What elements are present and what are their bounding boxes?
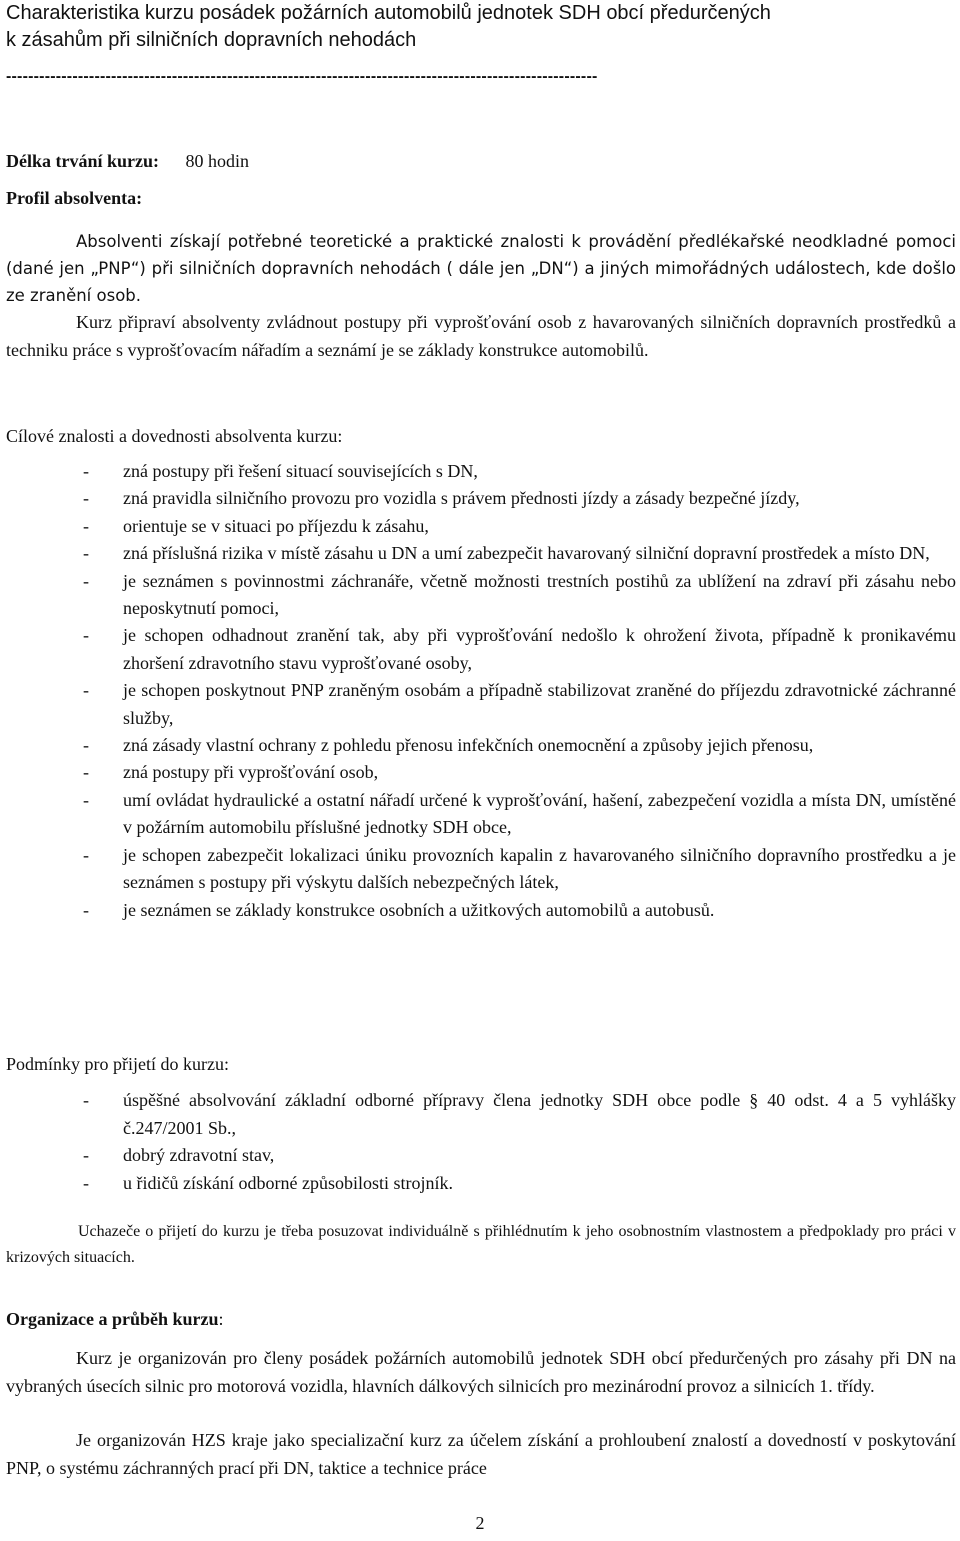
organization-paragraph-2: Je organizován HZS kraje jako specializační kurz za účelem získání a prohloubení znalostí a dovedností v poskytování PNP, o systému záchranných prací při DN, taktice a technice práce xyxy=(6,1430,956,1478)
duration-label: Délka trvání kurzu: xyxy=(6,151,159,171)
title-line-1: Charakteristika kurzu posádek požárních automobilů jednotek SDH obcí předurčených xyxy=(6,2,771,24)
list-item: - je seznámen s povinnostmi záchranáře, včetně možnosti trestních postihů za ublížení na zdraví při zásahu nebo neposkytnutí pomoci, xyxy=(83,570,956,619)
list-item: - orientuje se v situaci po příjezdu k zásahu, xyxy=(83,515,429,536)
profile-label: Profil absolventa: xyxy=(6,188,143,208)
goals-list xyxy=(6,458,956,924)
list-item: - zná příslušná rizika v místě zásahu u DN a umí zabezpečit havarovaný silniční dopravní prostředek a místo DN, xyxy=(83,543,930,564)
admission-list xyxy=(6,1087,956,1197)
duration-value: 80 hodin xyxy=(185,151,250,171)
list-item: - zná pravidla silničního provozu pro vozidla s právem přednosti jízdy a zásady bezpečné jízdy, xyxy=(83,488,800,509)
list-item: - zná zásady vlastní ochrany z pohledu přenosu infekčních onemocnění a způsoby jejich přenosu, xyxy=(83,735,814,756)
list-item: - je schopen odhadnout zranění tak, aby při vyprošťování nedošlo k ohrožení života, případně k pronikavému zhoršení zdravotního stavu vyprošťované osoby, xyxy=(83,625,956,673)
title-line-2: k zásahům při silničních dopravních nehodách xyxy=(6,29,417,51)
list-item: - dobrý zdravotní stav, xyxy=(83,1145,275,1165)
list-item: - umí ovládat hydraulické a ostatní nářadí určené k vyprošťování, hašení, zabezpečení vozidla a místa DN, umístěné v požárním automobilu příslušné jednotky SDH obce, xyxy=(83,789,956,838)
admission-heading: Podmínky pro přijetí do kurzu: xyxy=(6,1054,229,1074)
list-item: - je schopen zabezpečit lokalizaci úniku provozních kapalin z havarovaného silničního dopravního prostředku a je seznámen s postupy při výskytu dalších nebezpečných látek, xyxy=(83,844,956,893)
document-title xyxy=(6,0,946,54)
profile-paragraph-1: Absolventi získají potřebné teoretické a praktické znalosti k provádění předlékařské neodkladné pomoci (dané jen „PNP“) při silničních dopravních nehodách ( dále jen „DN“) a jiných mimořádných událostech, kde došlo ze zranění osob. xyxy=(6,232,956,305)
page-number: 2 xyxy=(475,1513,485,1533)
goals-heading: Cílové znalosti a dovednosti absolventa kurzu: xyxy=(6,426,343,446)
list-item: - zná postupy při vyprošťování osob, xyxy=(83,762,379,783)
duration-row xyxy=(6,147,249,175)
list-item: - zná postupy při řešení situací souvisejících s DN, xyxy=(83,461,478,481)
separator-line: ----------------------------------------------------------------------------------------------------------- xyxy=(6,68,598,85)
list-item: - je seznámen se základy konstrukce osobních a užitkových automobilů a autobusů. xyxy=(83,899,715,920)
organization-heading: Organizace a průběh kurzu: xyxy=(6,1309,224,1329)
profile-paragraph-2: Kurz připraví absolventy zvládnout postupy při vyprošťování osob z havarovaných silničních dopravních prostředků a techniku práce s vyprošťovacím nářadím a seznámí je se základy konstrukce automobilů. xyxy=(6,312,956,360)
list-item: - úspěšné absolvování základní odborné přípravy člena jednotky SDH obce podle § 40 odst. 4 a 5 vyhlášky č.247/2001 Sb., xyxy=(83,1090,956,1138)
list-item: - u řidičů získání odborné způsobilosti strojník. xyxy=(83,1172,453,1193)
list-item: - je schopen poskytnout PNP zraněným osobám a případně stabilizovat zraněné do příjezdu zdravotnické záchranné služby, xyxy=(83,680,956,728)
organization-paragraph-1: Kurz je organizován pro členy posádek požárních automobilů jednotek SDH obcí předurčených pro zásahy při DN na vybraných úsecích silnic pro motorová vozidla, hlavních dálkových silnicích pro mezinárodní provoz a silnicích 1. třídy. xyxy=(6,1348,956,1396)
admission-note: Uchazeče o přijetí do kurzu je třeba posuzovat individuálně s přihlédnutím k jeho osobnostním vlastnostem a předpoklady pro práci v krizových situacích. xyxy=(6,1223,956,1266)
